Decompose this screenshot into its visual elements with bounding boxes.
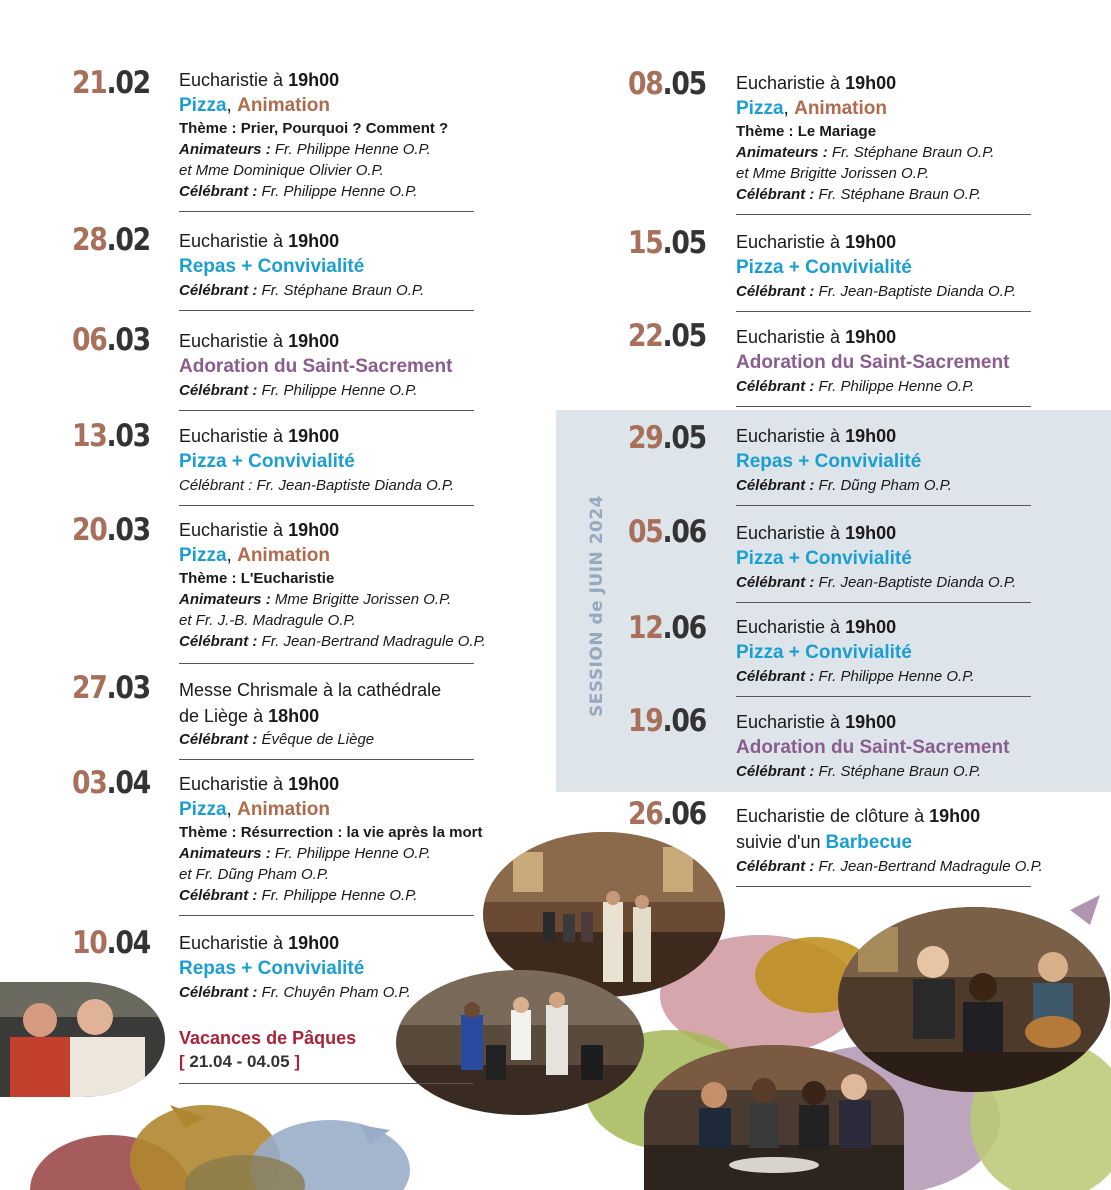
date-15-05: 15.05 — [628, 225, 706, 261]
event-28-02: Eucharistie à 19h00 Repas + Convivialité Célébrant : Fr. Stéphane Braun O.P. — [179, 228, 474, 311]
photo-guitar-evening — [838, 907, 1110, 1092]
date-21-02: 21.02 — [72, 65, 150, 101]
date-29-05: 29.05 — [628, 420, 706, 456]
event-08-05: Eucharistie à 19h00 Pizza, Animation Thème : Le Mariage Animateurs : Fr. Stéphane Braun O.P. et Mme Brigitte Jorissen O.P. Célébrant : Fr. Stéphane Braun O.P. — [736, 70, 1031, 215]
date-05-06: 05.06 — [628, 514, 706, 550]
date-19-06: 19.06 — [628, 703, 706, 739]
event-05-06: Eucharistie à 19h00 Pizza + Convivialité Célébrant : Fr. Jean-Baptiste Dianda O.P. — [736, 520, 1031, 603]
date-26-06: 26.06 — [628, 796, 706, 832]
event-27-03: Messe Chrismale à la cathédrale de Liège à 18h00 Célébrant : Évêque de Liège — [179, 677, 474, 760]
date-10-04: 10.04 — [72, 925, 150, 961]
event-06-03: Eucharistie à 19h00 Adoration du Saint-Sacrement Célébrant : Fr. Philippe Henne O.P. — [179, 328, 474, 411]
event-29-05: Eucharistie à 19h00 Repas + Convivialité Célébrant : Fr. Dũng Pham O.P. — [736, 423, 1031, 506]
event-15-05: Eucharistie à 19h00 Pizza + Convivialité Célébrant : Fr. Jean-Baptiste Dianda O.P. — [736, 229, 1031, 312]
date-28-02: 28.02 — [72, 222, 150, 258]
vacances-paques: Vacances de Pâques [ 21.04 - 04.05 ] — [179, 1026, 474, 1084]
date-20-03: 20.03 — [72, 512, 150, 548]
event-12-06: Eucharistie à 19h00 Pizza + Convivialité Célébrant : Fr. Philippe Henne O.P. — [736, 614, 1031, 697]
date-13-03: 13.03 — [72, 418, 150, 454]
date-06-03: 06.03 — [72, 322, 150, 358]
date-27-03: 27.03 — [72, 670, 150, 706]
photo-restaurant-meal — [644, 1045, 904, 1190]
event-20-03: Eucharistie à 19h00 Pizza, Animation Thème : L'Eucharistie Animateurs : Mme Brigitte Jorissen O.P. et Fr. J.-B. Madragule O.P. Célébrant : Fr. Jean-Bertrand Madragule O.P. — [179, 520, 486, 650]
event-21-02: Eucharistie à 19h00 Pizza, Animation Thème : Prier, Pourquoi ? Comment ? Animateurs : Fr. Philippe Henne O.P. et Mme Dominique Olivier O.P. Célébrant : Fr. Philippe Henne O.P. — [179, 67, 474, 212]
event-10-04: Eucharistie à 19h00 Repas + Convivialité Célébrant : Fr. Chuyên Pham O.P. — [179, 933, 411, 1001]
event-19-06: Eucharistie à 19h00 Adoration du Saint-Sacrement Célébrant : Fr. Stéphane Braun O.P. — [736, 712, 1010, 780]
event-22-05: Eucharistie à 19h00 Adoration du Saint-Sacrement Célébrant : Fr. Philippe Henne O.P. — [736, 324, 1031, 407]
date-03-04: 03.04 — [72, 765, 150, 801]
event-03-04: Eucharistie à 19h00 Pizza, Animation Thème : Résurrection : la vie après la mort Animateurs : Fr. Philippe Henne O.P. et Fr. Dũng Pham O.P. Célébrant : Fr. Philippe Henne O.P. — [179, 771, 474, 916]
photo-two-men — [0, 982, 165, 1097]
event-13-03: Eucharistie à 19h00 Pizza + Convivialité Célébrant : Fr. Jean-Baptiste Dianda O.P. — [179, 423, 474, 506]
date-12-06: 12.06 — [628, 610, 706, 646]
divider — [179, 663, 474, 664]
date-22-05: 22.05 — [628, 318, 706, 354]
event-26-06: Eucharistie de clôture à 19h00 suivie d'un Barbecue Célébrant : Fr. Jean-Bertrand Madragule O.P. — [736, 803, 1031, 887]
session-label: SESSION de JUIN 2024 — [587, 494, 607, 718]
date-08-05: 08.05 — [628, 66, 706, 102]
